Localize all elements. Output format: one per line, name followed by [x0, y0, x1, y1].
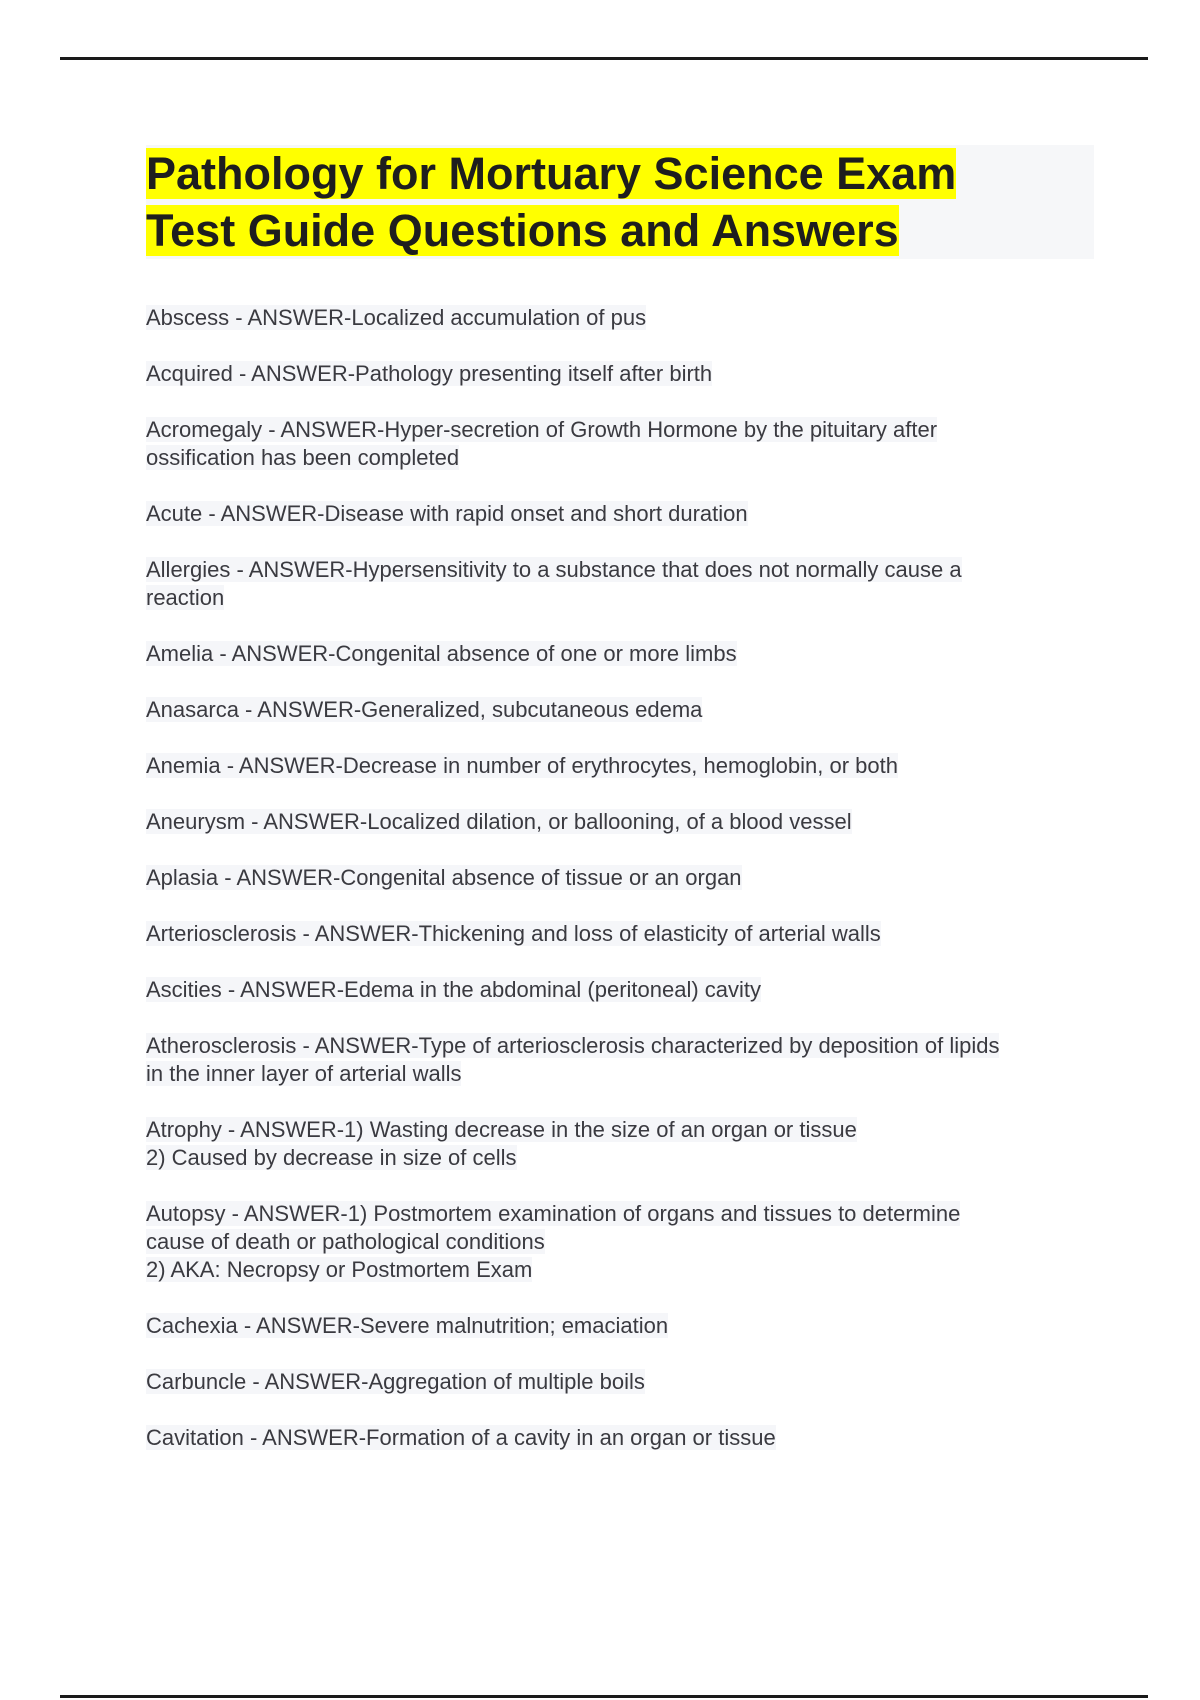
qa-entry	[146, 1116, 1096, 1172]
qa-entry-line: 2) AKA: Necropsy or Postmortem Exam	[146, 1257, 533, 1282]
qa-entry	[146, 1424, 1096, 1452]
header-rule	[60, 57, 1148, 60]
qa-entry	[146, 752, 1096, 780]
qa-entry-line: in the inner layer of arterial walls	[146, 1061, 462, 1086]
qa-entry-line: Cavitation - ANSWER-Formation of a cavity in an organ or tissue	[146, 1425, 776, 1450]
qa-entry-line: Allergies - ANSWER-Hypersensitivity to a substance that does not normally cause a	[146, 557, 962, 582]
document-title	[146, 145, 1094, 259]
qa-entry-line: Acute - ANSWER-Disease with rapid onset and short duration	[146, 501, 748, 526]
qa-entry-line: reaction	[146, 585, 225, 610]
qa-entry	[146, 360, 1096, 388]
qa-entry-line: Anemia - ANSWER-Decrease in number of erythrocytes, hemoglobin, or both	[146, 753, 898, 778]
qa-entry-line: Atherosclerosis - ANSWER-Type of arteriosclerosis characterized by deposition of lipids	[146, 1033, 1000, 1058]
qa-entry-line: Arteriosclerosis - ANSWER-Thickening and loss of elasticity of arterial walls	[146, 921, 881, 946]
qa-entry-line: Anasarca - ANSWER-Generalized, subcutaneous edema	[146, 697, 703, 722]
qa-entry	[146, 976, 1096, 1004]
title-line-1: Pathology for Mortuary Science Exam	[146, 148, 957, 199]
qa-entry-line: Cachexia - ANSWER-Severe malnutrition; emaciation	[146, 1313, 669, 1338]
qa-entry-line: Aneurysm - ANSWER-Localized dilation, or ballooning, of a blood vessel	[146, 809, 852, 834]
qa-entry-line: Autopsy - ANSWER-1) Postmortem examination of organs and tissues to determine	[146, 1201, 961, 1226]
qa-entry	[146, 304, 1096, 332]
qa-entry	[146, 920, 1096, 948]
qa-entry	[146, 416, 1096, 472]
qa-entry	[146, 500, 1096, 528]
qa-entry	[146, 1200, 1096, 1284]
qa-entry	[146, 640, 1096, 668]
qa-list	[146, 304, 1096, 1480]
qa-entry-line: Acromegaly - ANSWER-Hyper-secretion of Growth Hormone by the pituitary after	[146, 417, 938, 442]
qa-entry	[146, 556, 1096, 612]
qa-entry-line: ossification has been completed	[146, 445, 460, 470]
qa-entry	[146, 696, 1096, 724]
qa-entry-line: Atrophy - ANSWER-1) Wasting decrease in the size of an organ or tissue	[146, 1117, 857, 1142]
qa-entry	[146, 1368, 1096, 1396]
qa-entry-line: 2) Caused by decrease in size of cells	[146, 1145, 517, 1170]
qa-entry	[146, 864, 1096, 892]
title-block	[146, 145, 1094, 259]
qa-entry-line: Amelia - ANSWER-Congenital absence of one or more limbs	[146, 641, 737, 666]
qa-entry-line: cause of death or pathological conditions	[146, 1229, 545, 1254]
qa-entry	[146, 1032, 1096, 1088]
qa-entry-line: Aplasia - ANSWER-Congenital absence of tissue or an organ	[146, 865, 742, 890]
footer-rule	[60, 1695, 1148, 1698]
qa-entry-line: Abscess - ANSWER-Localized accumulation of pus	[146, 305, 647, 330]
qa-entry-line: Carbuncle - ANSWER-Aggregation of multiple boils	[146, 1369, 645, 1394]
qa-entry-line: Acquired - ANSWER-Pathology presenting itself after birth	[146, 361, 713, 386]
title-line-2: Test Guide Questions and Answers	[146, 205, 899, 256]
qa-entry	[146, 808, 1096, 836]
qa-entry-line: Ascities - ANSWER-Edema in the abdominal (peritoneal) cavity	[146, 977, 762, 1002]
qa-entry	[146, 1312, 1096, 1340]
